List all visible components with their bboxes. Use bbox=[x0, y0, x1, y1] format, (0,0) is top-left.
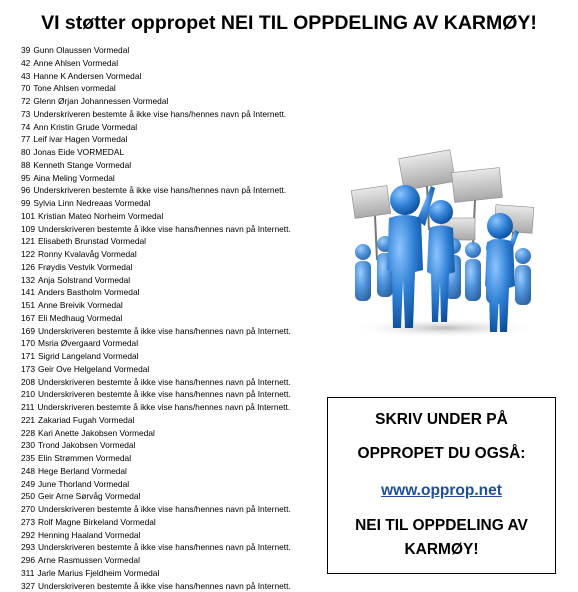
signer-entry bbox=[21, 108, 321, 121]
signer-entry bbox=[21, 261, 321, 274]
signer-name: Underskriveren bestemte å ikke vise hans/hennes navn på Internett. bbox=[38, 504, 291, 514]
signer-entry bbox=[21, 439, 321, 452]
signer-entry bbox=[21, 337, 321, 350]
signer-name: Hanne K Andersen Vormedal bbox=[33, 71, 141, 81]
signer-number: 296 bbox=[21, 555, 35, 565]
signer-name: Tone Ahlsen vormedal bbox=[33, 83, 115, 93]
signer-entry bbox=[21, 299, 321, 312]
signer-number: 121 bbox=[21, 236, 35, 246]
signer-name: Underskriveren bestemte å ikke vise hans/hennes navn på Internett. bbox=[33, 185, 286, 195]
cta-line-1: SKRIV UNDER PÅ bbox=[328, 411, 555, 429]
signer-entry bbox=[21, 363, 321, 376]
signer-name: Geir Ove Helgeland Vormedal bbox=[38, 364, 149, 374]
signer-name: Rolf Magne Birkeland Vormedal bbox=[38, 517, 156, 527]
signer-name: Anne Breivik Vormedal bbox=[38, 300, 123, 310]
signer-entry bbox=[21, 529, 321, 542]
signer-number: 132 bbox=[21, 275, 35, 285]
signer-entry bbox=[21, 133, 321, 146]
signer-number: 126 bbox=[21, 262, 35, 272]
signer-number: 211 bbox=[21, 402, 34, 412]
signer-number: 72 bbox=[21, 96, 30, 106]
signer-name: Arne Rasmussen Vormedal bbox=[38, 555, 140, 565]
signer-entry bbox=[21, 516, 321, 529]
signer-name: Anne Ahlsen Vormedal bbox=[33, 58, 118, 68]
signer-number: 42 bbox=[21, 58, 30, 68]
signer-entry bbox=[21, 312, 321, 325]
signer-number: 210 bbox=[21, 389, 35, 399]
signer-name: Underskriveren bestemte å ikke vise hans/hennes navn på Internett. bbox=[38, 581, 291, 591]
signer-name: Hege Berland Vormedal bbox=[38, 466, 127, 476]
signer-entry bbox=[21, 44, 321, 57]
signer-name: Ronny Kvalavåg Vormedal bbox=[38, 249, 137, 259]
signer-name: Geir Arne Sørvåg Vormedal bbox=[38, 491, 140, 501]
signer-name: Aina Meling Vormedal bbox=[33, 173, 114, 183]
signer-entry bbox=[21, 172, 321, 185]
signer-entry bbox=[21, 465, 321, 478]
signer-name: Zakariad Fugah Vormedal bbox=[38, 415, 134, 425]
signer-name: Trond Jakobsen Vormedal bbox=[38, 440, 135, 450]
signer-entry bbox=[21, 554, 321, 567]
signer-name: Underskriveren bestemte å ikke vise hans/hennes navn på Internett. bbox=[33, 109, 286, 119]
signer-entry bbox=[21, 325, 321, 338]
signer-number: 230 bbox=[21, 440, 35, 450]
signer-number: 101 bbox=[21, 211, 35, 221]
signer-number: 250 bbox=[21, 491, 35, 501]
cta-line-3: NEI TIL OPPDELING AV bbox=[328, 517, 555, 535]
signer-name: Underskriveren bestemte å ikke vise hans/hennes navn på Internett. bbox=[37, 402, 290, 412]
signer-entry bbox=[21, 452, 321, 465]
signer-name: Frøydis Vestvik Vormedal bbox=[38, 262, 132, 272]
signer-entry bbox=[21, 580, 321, 592]
signer-entry bbox=[21, 95, 321, 108]
signer-entry bbox=[21, 235, 321, 248]
signer-number: 73 bbox=[21, 109, 30, 119]
signer-number: 167 bbox=[21, 313, 35, 323]
signer-entry bbox=[21, 146, 321, 159]
signer-number: 122 bbox=[21, 249, 35, 259]
signer-entry bbox=[21, 274, 321, 287]
signer-entry bbox=[21, 57, 321, 70]
signer-entry bbox=[21, 376, 321, 389]
signer-name: Ann Kristin Grude Vormedal bbox=[33, 122, 137, 132]
signer-name: Jarle Marius Fjeldheim Vormedal bbox=[37, 568, 159, 578]
signer-entry bbox=[21, 414, 321, 427]
signer-entry bbox=[21, 427, 321, 440]
signer-name: Underskriveren bestemte å ikke vise hans/hennes navn på Internett. bbox=[38, 326, 291, 336]
signer-number: 99 bbox=[21, 198, 30, 208]
signer-name: Underskriveren bestemte å ikke vise hans/hennes navn på Internett. bbox=[38, 224, 291, 234]
signer-entry bbox=[21, 388, 321, 401]
signer-number: 39 bbox=[21, 45, 30, 55]
signer-entry bbox=[21, 248, 321, 261]
signer-name: Leif ivar Hagen Vormedal bbox=[33, 134, 127, 144]
signer-name: Eli Medhaug Vormedal bbox=[38, 313, 122, 323]
signer-entry bbox=[21, 184, 321, 197]
signer-number: 208 bbox=[21, 377, 35, 387]
signer-name: Sigrid Langeland Vormedal bbox=[38, 351, 139, 361]
signer-name: Henning Haaland Vormedal bbox=[38, 530, 140, 540]
signer-entry bbox=[21, 541, 321, 554]
signer-number: 80 bbox=[21, 147, 30, 157]
cta-line-2: OPPROPET DU OGSÅ: bbox=[328, 445, 555, 463]
signer-number: 235 bbox=[21, 453, 35, 463]
signer-name: Msria Øvergaard Vormedal bbox=[38, 338, 138, 348]
signer-number: 170 bbox=[21, 338, 35, 348]
signer-name: Kari Anette Jakobsen Vormedal bbox=[38, 428, 155, 438]
signer-list bbox=[21, 44, 321, 592]
signer-number: 311 bbox=[21, 568, 34, 578]
call-to-action-box bbox=[327, 397, 556, 574]
signer-name: Glenn Ørjan Johannessen Vormedal bbox=[33, 96, 168, 106]
signer-entry bbox=[21, 478, 321, 491]
signer-name: Elin Strømmen Vormedal bbox=[38, 453, 131, 463]
signer-entry bbox=[21, 490, 321, 503]
signer-entry bbox=[21, 401, 321, 414]
signer-name: Kenneth Stange Vormedal bbox=[33, 160, 131, 170]
signer-name: Gunn Olaussen Vormedal bbox=[33, 45, 129, 55]
signer-entry bbox=[21, 210, 321, 223]
cta-line-4: KARMØY! bbox=[328, 541, 555, 559]
signer-number: 151 bbox=[21, 300, 35, 310]
signer-entry bbox=[21, 286, 321, 299]
signer-number: 221 bbox=[21, 415, 35, 425]
signer-name: Elisabeth Brunstad Vormedal bbox=[38, 236, 146, 246]
signer-number: 270 bbox=[21, 504, 35, 514]
signer-name: Underskriveren bestemte å ikke vise hans/hennes navn på Internett. bbox=[38, 542, 291, 552]
signer-name: Sylvia Linn Nedreaas Vormedal bbox=[33, 198, 150, 208]
signer-number: 248 bbox=[21, 466, 35, 476]
signer-number: 77 bbox=[21, 134, 30, 144]
signer-number: 95 bbox=[21, 173, 30, 183]
protest-crowd-with-signs-icon bbox=[345, 140, 540, 340]
signer-number: 173 bbox=[21, 364, 35, 374]
signer-name: Anja Solstrand Vormedal bbox=[38, 275, 130, 285]
signer-number: 293 bbox=[21, 542, 35, 552]
signer-entry bbox=[21, 121, 321, 134]
signer-number: 88 bbox=[21, 160, 30, 170]
signer-number: 228 bbox=[21, 428, 35, 438]
signer-number: 74 bbox=[21, 122, 30, 132]
signer-number: 327 bbox=[21, 581, 35, 591]
signer-entry bbox=[21, 197, 321, 210]
signer-entry bbox=[21, 159, 321, 172]
signer-entry bbox=[21, 503, 321, 516]
signer-number: 292 bbox=[21, 530, 35, 540]
signer-entry bbox=[21, 70, 321, 83]
signer-name: Jonas Eide VORMEDAL bbox=[33, 147, 124, 157]
signer-name: Underskriveren bestemte å ikke vise hans/hennes navn på Internett. bbox=[38, 377, 291, 387]
signer-entry bbox=[21, 350, 321, 363]
signer-name: Anders Bastholm Vormedal bbox=[38, 287, 139, 297]
signer-number: 249 bbox=[21, 479, 35, 489]
signer-number: 141 bbox=[21, 287, 35, 297]
signer-entry bbox=[21, 567, 321, 580]
signer-number: 70 bbox=[21, 83, 30, 93]
signer-number: 171 bbox=[21, 351, 35, 361]
signer-number: 169 bbox=[21, 326, 35, 336]
signer-entry bbox=[21, 82, 321, 95]
page-title: VI støtter oppropet NEI TIL OPPDELING AV KARMØY! bbox=[0, 12, 578, 35]
signer-number: 43 bbox=[21, 71, 30, 81]
signer-entry bbox=[21, 223, 321, 236]
signer-name: Kristian Mateo Norheim Vormedal bbox=[38, 211, 163, 221]
signer-name: Underskriveren bestemte å ikke vise hans/hennes navn på Internett. bbox=[38, 389, 291, 399]
petition-link[interactable]: www.opprop.net bbox=[328, 482, 555, 500]
signer-name: June Thorland Vormedal bbox=[38, 479, 129, 489]
signer-number: 273 bbox=[21, 517, 35, 527]
signer-number: 96 bbox=[21, 185, 30, 195]
signer-number: 109 bbox=[21, 224, 35, 234]
